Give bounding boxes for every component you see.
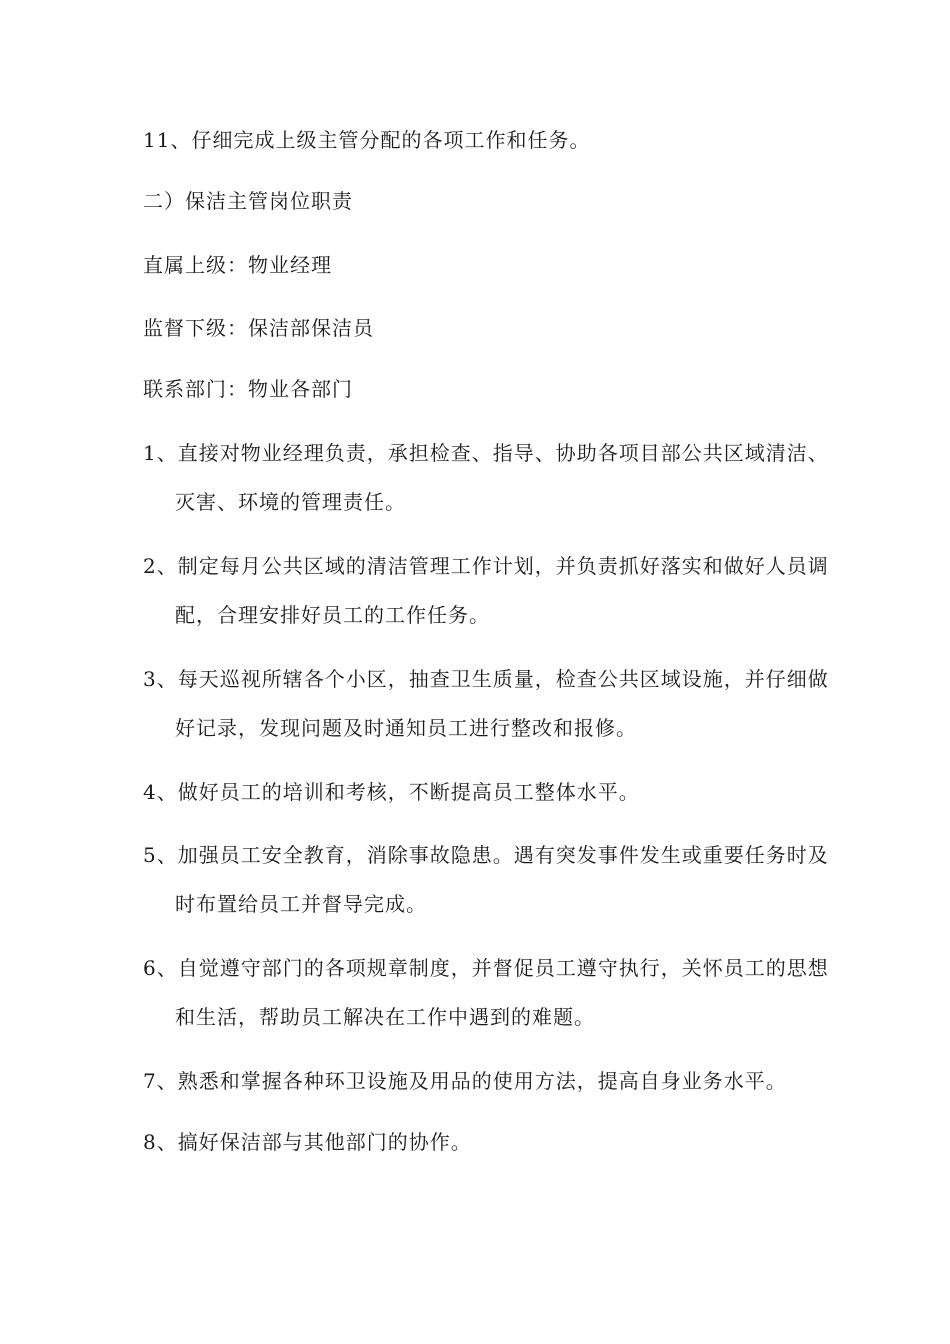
subordinate-line: 监督下级：保洁部保洁员 [143,316,374,340]
list-item-3-line2: 好记录，发现问题及时通知员工进行整改和报修。 [175,716,637,740]
list-item-1-line1: 1、直接对物业经理负责，承担检查、指导、协助各项目部公共区域清洁、 [143,441,829,465]
list-item-4-line1: 4、做好员工的培训和考核，不断提高员工整体水平。 [143,780,640,804]
list-item-8-line1: 8、搞好保洁部与其他部门的协作。 [143,1130,472,1154]
list-item-3-line1: 3、每天巡视所辖各个小区，抽查卫生质量，检查公共区域设施，并仔细做 [143,667,829,691]
list-item-2-line1: 2、制定每月公共区域的清洁管理工作计划，并负责抓好落实和做好人员调 [143,554,829,578]
list-item-5-line2: 时布置给员工并督导完成。 [175,892,427,916]
list-item-2-line2: 配，合理安排好员工的工作任务。 [175,603,490,627]
list-item-7-line1: 7、熟悉和掌握各种环卫设施及用品的使用方法，提高自身业务水平。 [143,1069,787,1093]
superior-line: 直属上级：物业经理 [143,253,332,277]
list-item-6-line2: 和生活，帮助员工解决在工作中遇到的难题。 [175,1005,595,1029]
section-title: 二）保洁主管岗位职责 [143,189,353,213]
intro-item: 11、仔细完成上级主管分配的各项工作和任务。 [143,128,591,152]
list-item-6-line1: 6、自觉遵守部门的各项规章制度，并督促员工遵守执行，关怀员工的思想 [143,956,829,980]
list-item-5-line1: 5、加强员工安全教育，消除事故隐患。遇有突发事件发生或重要任务时及 [143,843,829,867]
contact-dept-line: 联系部门：物业各部门 [143,377,353,401]
list-item-1-line2: 灭害、环境的管理责任。 [175,490,406,514]
